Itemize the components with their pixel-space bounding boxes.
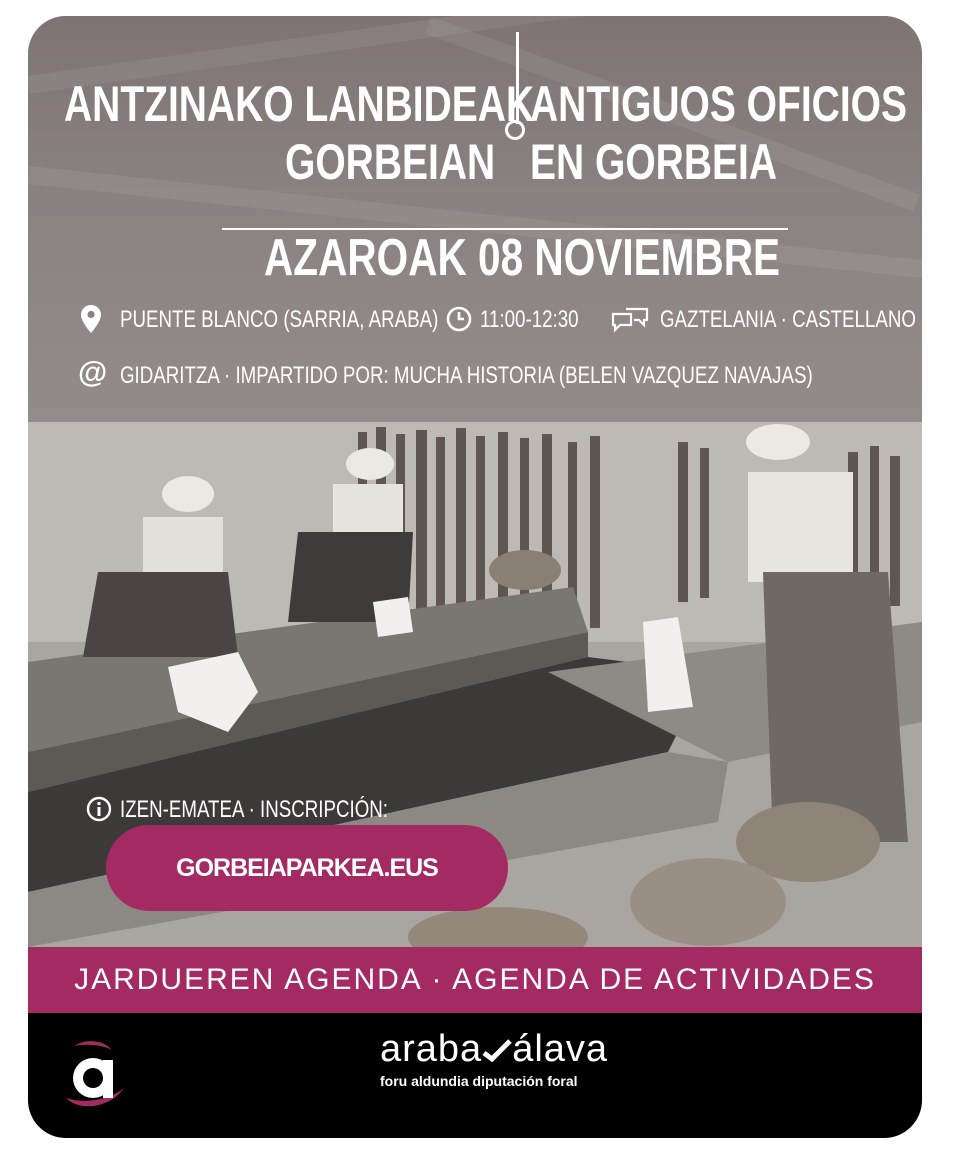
title-left-line2: GORBEIAN bbox=[285, 134, 496, 190]
event-guide: GIDARITZA · IMPARTIDO POR: MUCHA HISTORIA (BELEN VAZQUEZ NAVAJAS) bbox=[120, 362, 813, 389]
agenda-banner bbox=[28, 947, 922, 1013]
poster-header bbox=[28, 16, 922, 422]
event-location: PUENTE BLANCO (SARRIA, ARABA) bbox=[120, 306, 439, 333]
event-poster bbox=[28, 16, 922, 1138]
araba-logo-subtitle: foru aldundia diputación foral bbox=[380, 1073, 578, 1089]
agenda-banner-text: JARDUEREN AGENDA · AGENDA DE ACTIVIDADES bbox=[74, 963, 876, 996]
registration-url-button[interactable] bbox=[106, 825, 508, 911]
araba-logo-word bbox=[380, 1028, 608, 1071]
at-sign-icon: @ bbox=[78, 356, 108, 389]
checkmark-icon bbox=[482, 1030, 512, 1054]
event-language: GAZTELANIA · CASTELLANO bbox=[660, 306, 916, 333]
araba-logo-word-1: araba bbox=[380, 1028, 483, 1070]
map-pin-icon bbox=[80, 304, 102, 334]
clock-icon bbox=[446, 306, 472, 332]
a-letter-logo bbox=[60, 1038, 128, 1112]
title-right-line2: EN GORBEIA bbox=[530, 134, 778, 190]
registration-url-label: GORBEIAPARKEA.EUS bbox=[176, 853, 438, 882]
title-right-line1: ANTIGUOS OFICIOS bbox=[530, 76, 908, 132]
registration-label: IZEN-EMATEA · INSCRIPCIÓN: bbox=[120, 796, 389, 823]
event-time: 11:00-12:30 bbox=[480, 306, 579, 333]
info-icon bbox=[86, 796, 112, 822]
araba-logo-word-2: álava bbox=[512, 1028, 609, 1070]
speech-bubbles-icon bbox=[610, 306, 650, 334]
title-left-line1: ANTZINAKO LANBIDEAK bbox=[64, 76, 535, 132]
event-date: AZAROAK 08 NOVIEMBRE bbox=[264, 229, 781, 287]
